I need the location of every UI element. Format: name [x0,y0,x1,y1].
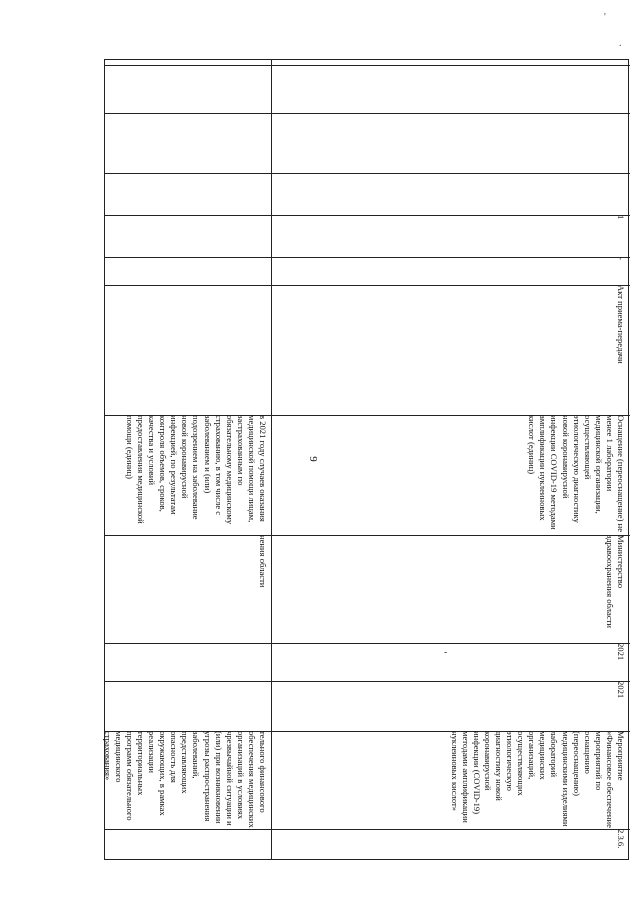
column-divider [105,643,630,644]
cell-description: Мероприятие «Финансовое обеспечение мероприятий по оснащению (переоснащению) медицинскими изделиями лабораторий медицинских организаций, осуществляющих этиологическую диагностику новой коронавирусной инфекции (COVID-19) методами амплификации нуклеиновых кислот» [449,731,626,828]
cell-number: 2.3.6. [616,829,626,849]
column-divider [105,65,630,66]
column-divider [105,215,630,216]
cell-executor: нения области [258,535,268,588]
cell-start-year: 2021 [616,681,626,699]
cell-value: - [616,257,626,260]
scan-mark: ' [604,12,606,23]
column-divider [105,829,630,830]
scan-mark: - [444,647,448,658]
cell-indicator: в 2021 году случаев оказания медицинской помощи лицам, застрахованным по обязательному медицинскому страхованию, в том числе с заболеванием и (или) подозрением на заболевание новой коронавирусной инфекцией, по результатам контроля объемов, сроков, качества и условий предоставления медицинской помощи (единиц) [124,415,268,525]
scan-mark: . [619,38,622,49]
column-divider [105,681,630,682]
column-divider [105,113,630,114]
cell-indicator: Оснащение (переоснащение) не менее 1 лаборатории медицинской организации, осуществляющей этиологическую диагностику новой коронавирусной инфекции COVID-19 методами амплификации нуклеиновых кислот (единиц) [527,415,626,533]
cell-document: Акт приема-передачи [616,285,626,364]
column-divider [105,173,630,174]
cell-description: тельного финансового обеспечения медицинских организаций в условиях чрезвычайной ситуации и (или) при возникновении угрозы распространения заболеваний, представляющих опасность для окружающих, в рамках реализации территориальных программ обязательного медицинского страхования» [102,731,268,828]
cell-end-year: 2021 [616,643,626,661]
column-divider [105,257,630,258]
cell-executor: Министерство здравоохранения области [604,535,626,628]
row-divider [271,60,272,859]
page-number: 9 [306,456,319,462]
cell-value: 1 [616,215,626,220]
measures-table [104,59,629,860]
